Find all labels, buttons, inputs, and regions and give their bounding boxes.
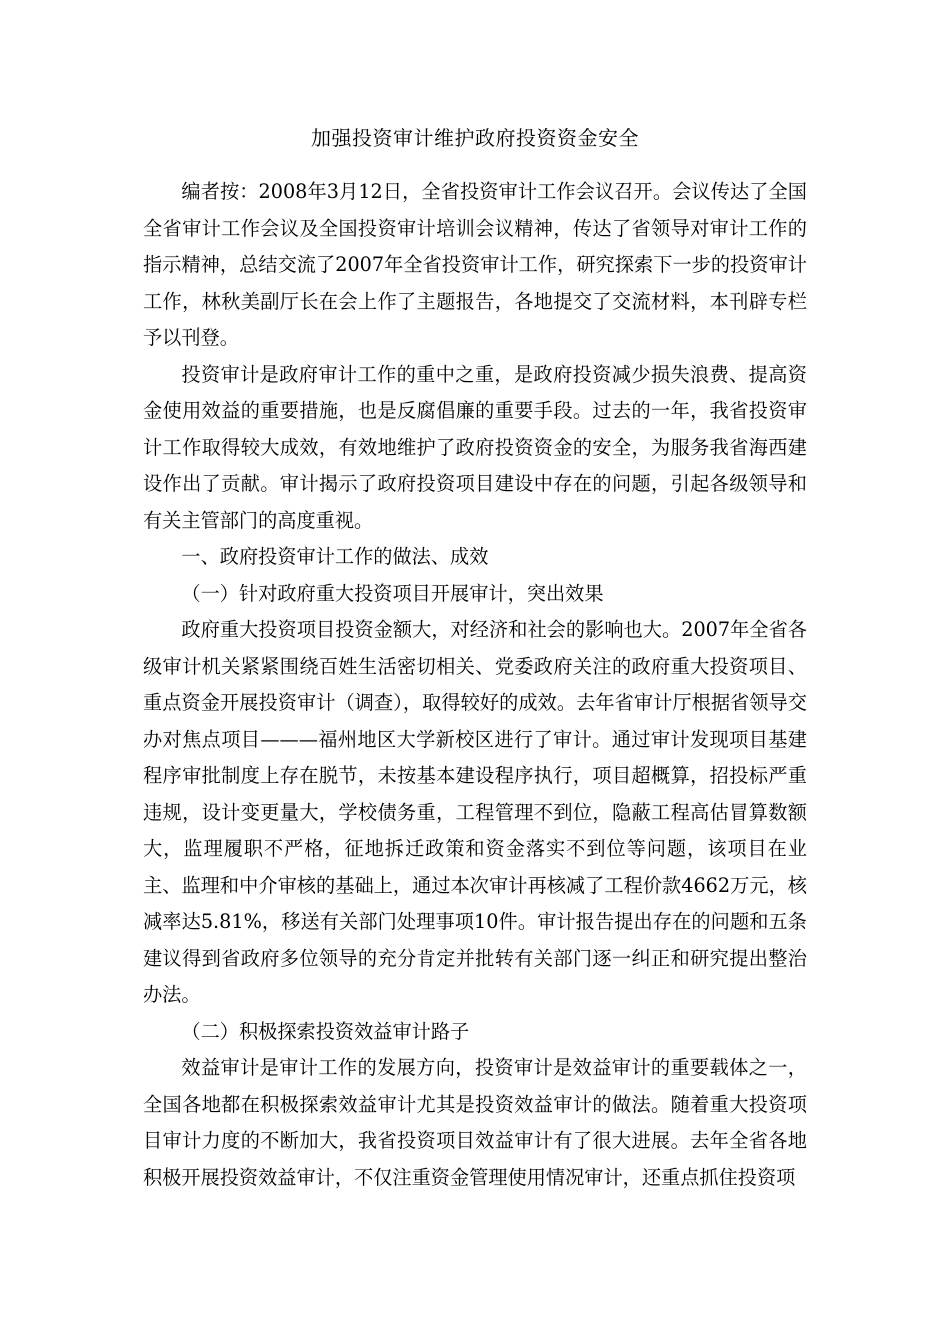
document-title: 加强投资审计维护政府投资资金安全 — [311, 126, 639, 150]
document-body — [143, 174, 807, 1196]
subsection-heading-1: （一）针对政府重大投资项目开展审计，突出效果 — [181, 581, 604, 605]
intro-paragraph: 投资审计是政府审计工作的重中之重，是政府投资减少损失浪费、提高资金使用效益的重要措施，也是反腐倡廉的重要手段。过去的一年，我省投资审计工作取得较大成效，有效地维护了政府投资资金的安全，为服务我省海西建设作出了贡献。审计揭示了政府投资项目建设中存在的问题，引起各级领导和有关主管部门的高度重视。 — [143, 362, 807, 532]
efficiency-audit-paragraph: 效益审计是审计工作的发展方向，投资审计是效益审计的重要载体之一，全国各地都在积极探索效益审计尤其是投资效益审计的做法。随着重大投资项目审计力度的不断加大，我省投资项目效益审计有了很大进展。去年全省各地积极开展投资效益审计，不仅注重资金管理使用情况审计，还重点抓住投资项 — [143, 1056, 807, 1189]
editor-note-paragraph: 编者按：2008年3月12日，全省投资审计工作会议召开。会议传达了全国全省审计工作会议及全国投资审计培训会议精神，传达了省领导对审计工作的指示精神，总结交流了2007年全省投资审计工作，研究探索下一步的投资审计工作，林秋美副厅长在会上作了主题报告，各地提交了交流材料，本刊辟专栏予以刊登。 — [143, 180, 807, 349]
major-projects-paragraph: 政府重大投资项目投资金额大，对经济和社会的影响也大。2007年全省各级审计机关紧紧围绕百姓生活密切相关、党委政府关注的政府重大投资项目、重点资金开展投资审计（调查），取得较好的成效。去年省审计厅根据省领导交办对焦点项目———福州地区大学新校区进行了审计。通过审计发现项目基建程序审批制度上存在脱节，未按基本建设程序执行，项目超概算，招投标严重违规，设计变更量大，学校债务重，工程管理不到位，隐蔽工程高估冒算数额大，监理履职不严格，征地拆迁政策和资金落实不到位等问题，该项目在业主、监理和中介审核的基础上，通过本次审计再核减了工程价款4662万元，核减率达5.81%，移送有关部门处理事项10件。审计报告提出存在的问题和五条建议得到省政府多位领导的充分肯定并批转有关部门逐一纠正和研究提出整治办法。 — [143, 618, 807, 1006]
section-heading-1: 一、政府投资审计工作的做法、成效 — [181, 545, 489, 568]
subsection-heading-2: （二）积极探索投资效益审计路子 — [181, 1019, 470, 1043]
